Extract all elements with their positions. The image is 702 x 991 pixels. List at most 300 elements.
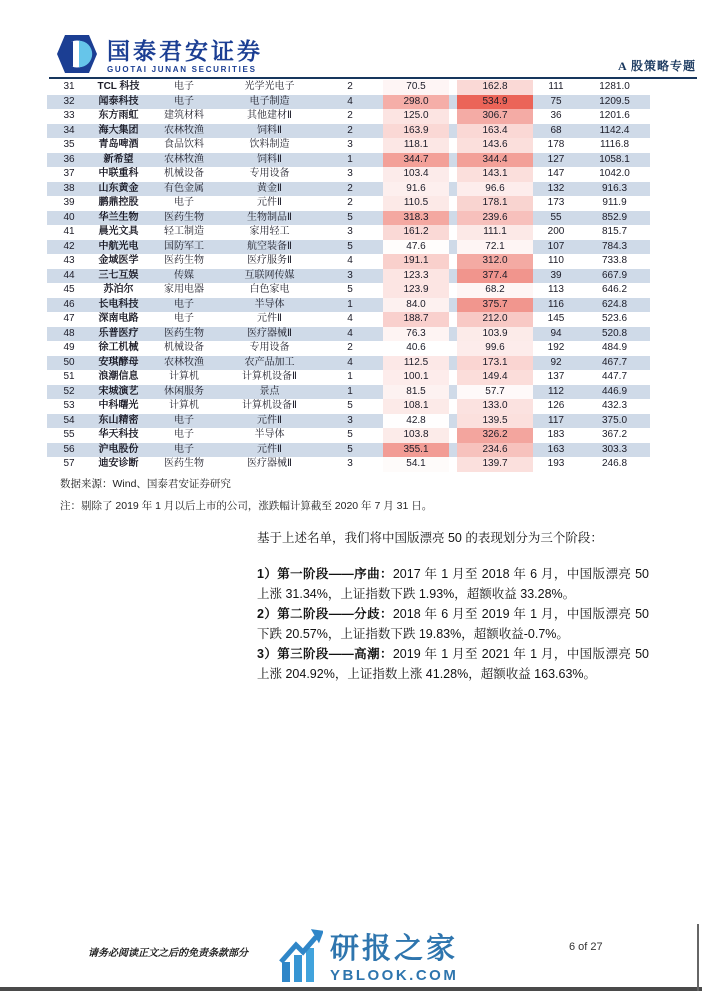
cell-change2: 534.9	[457, 95, 533, 110]
cell-subindustry: 电子制造	[249, 95, 290, 107]
table-row	[47, 254, 650, 269]
cell-rank: 52	[63, 385, 75, 397]
cell-change1: 318.3	[383, 211, 449, 226]
cell-gap	[449, 95, 457, 110]
cell-industry: 医药生物	[164, 327, 204, 339]
cell-gap	[449, 153, 457, 168]
cell-stock-name: 长电科技	[98, 298, 139, 310]
table-row	[47, 225, 650, 240]
stage-paragraph	[257, 564, 649, 604]
cell-count1: 3	[347, 168, 353, 179]
cell-industry: 休闲服务	[164, 385, 204, 397]
cell-count1: 2	[347, 124, 353, 136]
cell-count1: 3	[347, 226, 353, 237]
stage-text: 2019 年 1 月至 2021 年 1 月，中国版漂亮 50 上涨 204.92%，上证指数上涨 41.28%，超额收益 163.63%。	[257, 647, 649, 681]
cell-count2: 117	[548, 414, 564, 426]
cell-rank: 56	[63, 443, 75, 455]
cell-subindustry: 半导体	[254, 429, 285, 440]
cell-change2: 68.2	[457, 283, 533, 298]
cell-subindustry: 航空装备Ⅱ	[247, 240, 292, 252]
cell-industry: 电子	[174, 443, 194, 455]
cell-marketcap: 624.8	[601, 298, 628, 310]
brand-name-en: GUOTAI JUNAN SECURITIES	[107, 65, 257, 75]
cell-gap	[449, 298, 457, 313]
cell-gap	[449, 428, 457, 443]
cell-change2: 57.7	[457, 385, 533, 400]
cell-count1: 1	[347, 298, 353, 310]
table-source: 数据来源：Wind、国泰君安证券研究	[60, 478, 231, 490]
cell-subindustry: 元件Ⅱ	[257, 414, 282, 426]
cell-change2: 96.6	[457, 182, 533, 197]
cell-subindustry: 专用设备	[249, 342, 290, 353]
cell-stock-name: 海大集团	[98, 124, 139, 136]
cell-count2: 173	[547, 197, 565, 208]
cell-change1: 112.5	[383, 356, 449, 371]
cell-rank: 46	[63, 298, 75, 310]
cell-gap	[449, 196, 457, 211]
cell-count2: 178	[547, 139, 565, 150]
cell-count1: 3	[347, 269, 353, 281]
table-row	[47, 443, 650, 458]
cell-gap	[449, 283, 457, 298]
cell-count2: 137	[547, 371, 565, 382]
cell-count1: 2	[347, 342, 353, 353]
cell-gap	[449, 457, 457, 472]
page-number: 6 of 27	[569, 941, 603, 953]
cell-count2: 39	[550, 269, 562, 281]
table-row	[47, 80, 650, 95]
cell-rank: 42	[63, 240, 75, 252]
cell-change1: 118.1	[383, 138, 449, 153]
cell-gap	[449, 109, 457, 124]
cell-change1: 123.3	[383, 269, 449, 284]
stage-lead: 2）第二阶段——分歧：	[257, 607, 393, 621]
cell-change1: 70.5	[383, 80, 449, 95]
cell-gap	[449, 225, 457, 240]
table-row	[47, 109, 650, 124]
cell-marketcap: 375.0	[601, 414, 628, 426]
cell-count2: 200	[547, 226, 565, 237]
table-row	[47, 370, 650, 385]
cell-stock-name: 山东黄金	[98, 182, 139, 194]
cell-subindustry: 半导体	[254, 298, 285, 310]
table-row	[47, 124, 650, 139]
cell-stock-name: 青岛啤酒	[98, 139, 139, 150]
cell-subindustry: 专用设备	[249, 168, 290, 179]
body-text	[257, 528, 649, 684]
cell-count1: 5	[347, 284, 353, 295]
cell-industry: 医药生物	[164, 255, 204, 266]
cell-stock-name: 鹏鼎控股	[98, 197, 139, 208]
cell-change2: 178.1	[457, 196, 533, 211]
disclaimer-text: 请务必阅读正文之后的免责条款部分	[88, 948, 248, 959]
cell-rank: 54	[63, 414, 75, 426]
table-row	[47, 385, 650, 400]
cell-stock-name: 迪安诊断	[98, 458, 139, 469]
cell-gap	[449, 443, 457, 458]
cell-industry: 机械设备	[164, 168, 204, 179]
cell-change1: 81.5	[383, 385, 449, 400]
cell-stock-name: 三七互娱	[98, 269, 139, 281]
cell-subindustry: 医疗器械Ⅱ	[247, 327, 292, 339]
cell-gap	[449, 124, 457, 139]
cell-change1: 103.4	[383, 167, 449, 182]
cell-subindustry: 元件Ⅱ	[257, 197, 282, 208]
cell-marketcap: 1201.6	[599, 110, 630, 121]
cell-change1: 42.8	[383, 414, 449, 429]
cell-rank: 49	[63, 342, 75, 353]
cell-stock-name: 金域医学	[98, 255, 139, 266]
cell-rank: 53	[63, 400, 75, 411]
cell-gap	[449, 356, 457, 371]
cell-marketcap: 1058.1	[599, 153, 630, 165]
table-row	[47, 240, 650, 255]
cell-change1: 298.0	[383, 95, 449, 110]
cell-count2: 163	[547, 443, 565, 455]
table-row	[47, 428, 650, 443]
cell-marketcap: 646.2	[601, 284, 628, 295]
cell-gap	[449, 312, 457, 327]
cell-subindustry: 景点	[259, 385, 280, 397]
brand	[56, 34, 263, 79]
cell-change2: 173.1	[457, 356, 533, 371]
cell-change2: 139.5	[457, 414, 533, 429]
cell-count1: 5	[347, 429, 353, 440]
cell-change2: 99.6	[457, 341, 533, 356]
cell-stock-name: 浪潮信息	[98, 371, 139, 382]
cell-count2: 132	[547, 182, 565, 194]
table-row	[47, 283, 650, 298]
cell-count2: 111	[548, 81, 564, 92]
cell-change1: 188.7	[383, 312, 449, 327]
cell-marketcap: 432.3	[601, 400, 628, 411]
cell-count2: 147	[547, 168, 565, 179]
cell-rank: 40	[63, 211, 75, 223]
stage-lead: 3）第三阶段——高潮：	[257, 647, 393, 661]
bar-chart-arrow-icon	[279, 928, 323, 989]
cell-count2: 126	[547, 400, 565, 411]
page-bottom-edge	[0, 987, 702, 991]
cell-stock-name: TCL 科技	[97, 81, 140, 92]
table-row	[47, 298, 650, 313]
cell-count2: 55	[550, 211, 562, 223]
cell-count1: 1	[347, 385, 353, 397]
cell-change1: 100.1	[383, 370, 449, 385]
cell-change2: 133.0	[457, 399, 533, 414]
cell-rank: 38	[63, 182, 75, 194]
cell-change1: 163.9	[383, 124, 449, 139]
table-row	[47, 356, 650, 371]
cell-count1: 3	[347, 139, 353, 150]
cell-change2: 143.1	[457, 167, 533, 182]
cell-marketcap: 1042.0	[599, 168, 630, 179]
cell-change2: 239.6	[457, 211, 533, 226]
cell-change1: 344.7	[383, 153, 449, 168]
cell-count2: 92	[550, 356, 562, 368]
cell-industry: 有色金属	[164, 182, 204, 194]
cell-subindustry: 计算机设备Ⅱ	[242, 400, 297, 411]
cell-gap	[449, 399, 457, 414]
cell-change1: 355.1	[383, 443, 449, 458]
cell-change2: 111.1	[457, 225, 533, 240]
cell-count2: 192	[547, 342, 565, 353]
cell-gap	[449, 254, 457, 269]
cell-stock-name: 中航光电	[98, 240, 139, 252]
stage-lead: 1）第一阶段——序曲：	[257, 567, 393, 581]
cell-stock-name: 安琪酵母	[98, 356, 139, 368]
cell-subindustry: 元件Ⅱ	[257, 443, 282, 455]
cell-gap	[449, 385, 457, 400]
cell-change2: 375.7	[457, 298, 533, 313]
cell-change2: 344.4	[457, 153, 533, 168]
stage-list	[257, 564, 649, 684]
cell-subindustry: 农产品加工	[244, 356, 295, 368]
cell-change2: 212.0	[457, 312, 533, 327]
cell-change1: 47.6	[383, 240, 449, 255]
stage-paragraph	[257, 604, 649, 644]
cell-industry: 计算机	[169, 371, 199, 382]
cell-change1: 76.3	[383, 327, 449, 342]
report-category-label: A 股策略专题	[617, 59, 696, 73]
cell-subindustry: 计算机设备Ⅱ	[242, 371, 297, 382]
cell-stock-name: 华天科技	[98, 429, 139, 440]
cell-industry: 电子	[174, 414, 194, 426]
cell-count1: 4	[347, 95, 353, 107]
header-divider	[49, 77, 697, 79]
table-row	[47, 138, 650, 153]
cell-marketcap: 484.9	[601, 342, 628, 353]
cell-rank: 48	[63, 327, 75, 339]
cell-rank: 41	[63, 226, 75, 237]
cell-subindustry: 饲料Ⅱ	[257, 153, 282, 165]
cell-count1: 5	[347, 211, 353, 223]
cell-count2: 127	[547, 153, 565, 165]
cell-industry: 电子	[174, 313, 194, 324]
cell-count1: 1	[347, 371, 353, 382]
cell-industry: 计算机	[169, 400, 199, 411]
watermark-name-cn: 研报之家	[330, 933, 459, 965]
cell-count2: 110	[548, 255, 564, 266]
cell-change1: 125.0	[383, 109, 449, 124]
cell-industry: 轻工制造	[164, 226, 204, 237]
cell-subindustry: 白色家电	[249, 284, 290, 295]
table-row	[47, 269, 650, 284]
cell-stock-name: 沪电股份	[98, 443, 139, 455]
cell-marketcap: 447.7	[601, 371, 628, 382]
page-right-edge	[697, 924, 699, 991]
cell-marketcap: 467.7	[601, 356, 628, 368]
cell-stock-name: 华兰生物	[98, 211, 139, 223]
table-row	[47, 153, 650, 168]
cell-count2: 112	[548, 385, 564, 397]
cell-marketcap: 1116.8	[599, 139, 630, 150]
cell-stock-name: 晨光文具	[98, 226, 139, 237]
cell-count2: 116	[548, 298, 564, 310]
table-row	[47, 211, 650, 226]
cell-gap	[449, 370, 457, 385]
stage-paragraph	[257, 644, 649, 684]
cell-change1: 108.1	[383, 399, 449, 414]
cell-count1: 2	[347, 81, 353, 92]
table-row	[47, 167, 650, 182]
cell-gap	[449, 167, 457, 182]
cell-count1: 5	[347, 443, 353, 455]
cell-gap	[449, 80, 457, 95]
cell-rank: 47	[63, 313, 75, 324]
cell-count1: 1	[347, 153, 353, 165]
cell-stock-name: 宋城演艺	[98, 385, 139, 397]
watermark-logo	[279, 928, 458, 989]
cell-marketcap: 784.3	[601, 240, 628, 252]
cell-count1: 3	[347, 458, 353, 469]
cell-marketcap: 911.9	[602, 197, 627, 208]
cell-rank: 51	[63, 371, 75, 382]
table-row	[47, 196, 650, 211]
cell-change2: 326.2	[457, 428, 533, 443]
cell-subindustry: 元件Ⅱ	[257, 313, 282, 324]
cell-stock-name: 东山精密	[98, 414, 139, 426]
cell-subindustry: 黄金Ⅱ	[257, 182, 282, 194]
cell-count1: 5	[347, 240, 353, 252]
table-row	[47, 182, 650, 197]
cell-count2: 145	[547, 313, 565, 324]
cell-marketcap: 733.8	[601, 255, 628, 266]
cell-industry: 家用电器	[164, 284, 204, 295]
cell-stock-name: 中联重科	[98, 168, 139, 179]
cell-rank: 36	[63, 153, 75, 165]
cell-marketcap: 1142.4	[599, 124, 630, 136]
cell-industry: 传媒	[174, 269, 194, 281]
cell-change2: 312.0	[457, 254, 533, 269]
cell-rank: 44	[63, 269, 75, 281]
cell-change2: 143.6	[457, 138, 533, 153]
table-row	[47, 95, 650, 110]
cell-rank: 50	[63, 356, 75, 368]
cell-marketcap: 520.8	[601, 327, 628, 339]
cell-rank: 39	[63, 197, 75, 208]
brand-name-cn: 国泰君安证券	[107, 37, 263, 64]
cell-industry: 国防军工	[164, 240, 204, 252]
cell-marketcap: 667.9	[601, 269, 628, 281]
cell-stock-name: 乐普医疗	[98, 327, 139, 339]
table-row	[47, 327, 650, 342]
watermark-name-en: YBLOOK.COM	[330, 967, 459, 984]
cell-count1: 4	[347, 327, 353, 339]
stage-text: 2018 年 6 月至 2019 年 1 月，中国版漂亮 50 下跌 20.57%，上证指数下跌 19.83%，超额收益-0.7%。	[257, 607, 649, 641]
cell-stock-name: 苏泊尔	[103, 284, 134, 295]
cell-rank: 57	[63, 458, 75, 469]
cell-marketcap: 523.6	[601, 313, 628, 324]
cell-rank: 34	[63, 124, 75, 136]
cell-rank: 35	[63, 139, 75, 150]
table-row	[47, 414, 650, 429]
cell-count2: 193	[547, 458, 565, 469]
cell-marketcap: 1281.0	[599, 81, 630, 92]
cell-change2: 306.7	[457, 109, 533, 124]
cell-count1: 4	[347, 255, 353, 266]
table-row	[47, 457, 650, 472]
cell-change1: 40.6	[383, 341, 449, 356]
cell-stock-name: 新希望	[103, 153, 134, 165]
cell-change2: 149.4	[457, 370, 533, 385]
cell-gap	[449, 414, 457, 429]
cell-marketcap: 246.8	[601, 458, 628, 469]
cell-industry: 医药生物	[164, 211, 204, 223]
cell-change1: 54.1	[383, 457, 449, 472]
cell-industry: 农林牧渔	[164, 356, 204, 368]
cell-change2: 162.8	[457, 80, 533, 95]
cell-marketcap: 446.9	[601, 385, 628, 397]
cell-rank: 33	[63, 110, 75, 121]
cell-rank: 31	[63, 81, 75, 92]
gtja-logo-icon	[56, 34, 98, 79]
table-row	[47, 312, 650, 327]
cell-industry: 建筑材料	[164, 110, 204, 121]
cell-change2: 163.4	[457, 124, 533, 139]
cell-marketcap: 303.3	[601, 443, 628, 455]
cell-rank: 32	[63, 95, 75, 107]
cell-count1: 4	[347, 313, 353, 324]
cell-subindustry: 饲料Ⅱ	[257, 124, 282, 136]
cell-count2: 94	[550, 327, 562, 339]
cell-stock-name: 深南电路	[98, 313, 139, 324]
cell-change2: 234.6	[457, 443, 533, 458]
cell-industry: 电子	[174, 95, 194, 107]
cell-rank: 45	[63, 284, 75, 295]
cell-gap	[449, 211, 457, 226]
cell-count2: 68	[550, 124, 562, 136]
table-row	[47, 399, 650, 414]
cell-count1: 5	[347, 400, 353, 411]
cell-subindustry: 医疗服务Ⅱ	[247, 255, 292, 266]
cell-rank: 43	[63, 255, 75, 266]
cell-subindustry: 互联网传媒	[244, 269, 295, 281]
cell-rank: 37	[63, 168, 75, 179]
cell-stock-name: 闻泰科技	[98, 95, 139, 107]
cell-industry: 电子	[174, 298, 194, 310]
cell-gap	[449, 269, 457, 284]
cell-change1: 84.0	[383, 298, 449, 313]
cell-industry: 电子	[174, 429, 194, 440]
stage-text: 2017 年 1 月至 2018 年 6 月，中国版漂亮 50 上涨 31.34%，上证指数下跌 1.93%，超额收益 33.28%。	[257, 567, 649, 601]
cell-count1: 2	[347, 182, 353, 194]
cell-marketcap: 852.9	[601, 211, 628, 223]
intro-paragraph: 基于上述名单，我们将中国版漂亮 50 的表现划分为三个阶段：	[257, 531, 603, 545]
cell-industry: 医药生物	[164, 458, 204, 469]
cell-change1: 191.1	[383, 254, 449, 269]
cell-industry: 电子	[174, 81, 194, 92]
cell-change1: 161.2	[383, 225, 449, 240]
cell-count2: 107	[547, 240, 565, 252]
cell-count1: 4	[347, 356, 353, 368]
cell-marketcap: 1209.5	[599, 95, 630, 107]
cell-change1: 123.9	[383, 283, 449, 298]
cell-count2: 113	[548, 284, 564, 295]
cell-count1: 2	[347, 110, 353, 121]
cell-gap	[449, 240, 457, 255]
cell-industry: 电子	[174, 197, 194, 208]
cell-count2: 75	[550, 95, 562, 107]
cell-gap	[449, 341, 457, 356]
cell-count1: 3	[347, 414, 353, 426]
cell-stock-name: 徐工机械	[98, 342, 139, 353]
cell-industry: 农林牧渔	[164, 153, 204, 165]
cell-change1: 91.6	[383, 182, 449, 197]
cell-change1: 110.5	[383, 196, 449, 211]
cell-change2: 72.1	[457, 240, 533, 255]
cell-marketcap: 815.7	[601, 226, 628, 237]
cell-stock-name: 中科曙光	[98, 400, 139, 411]
